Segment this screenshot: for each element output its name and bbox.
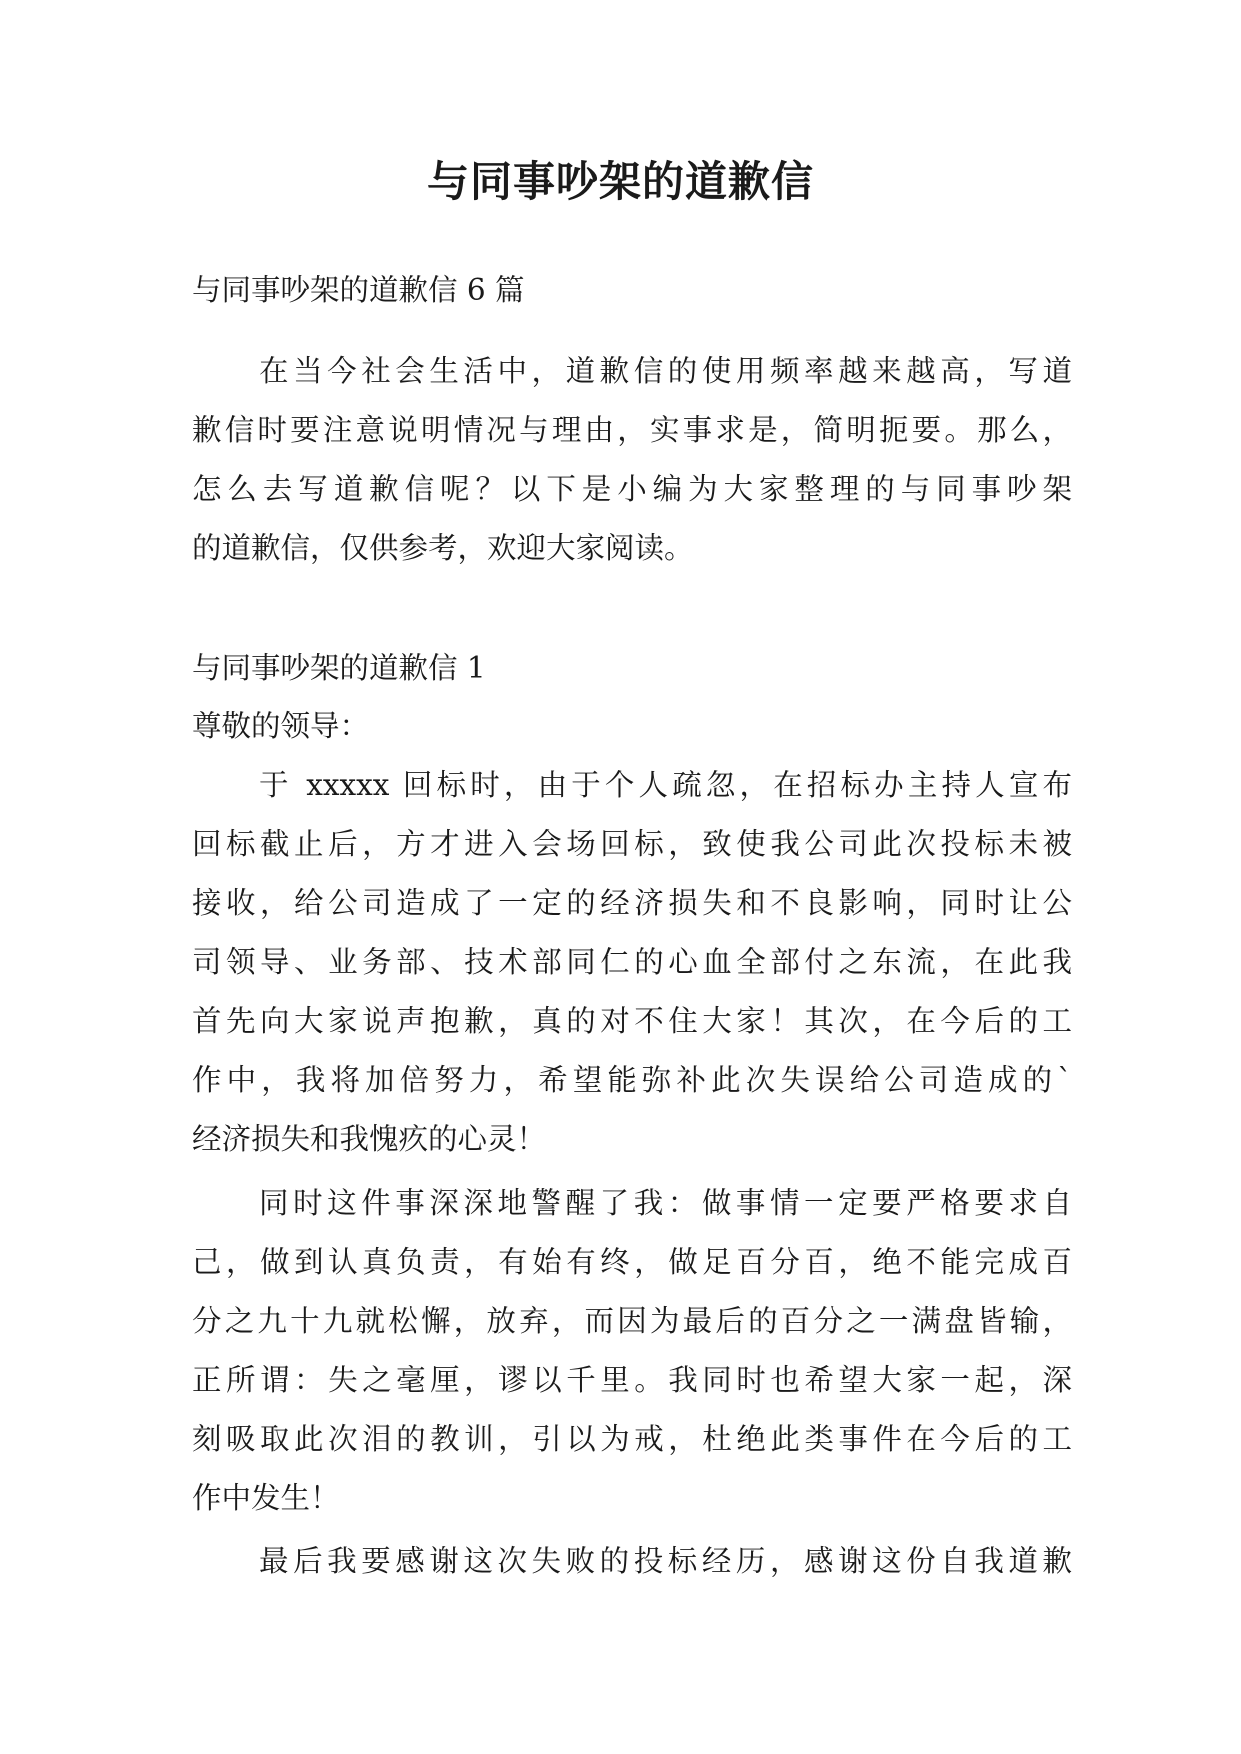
body-line: 最后我要感谢这次失败的投标经历，感谢这份自我道歉	[259, 1544, 1072, 1578]
body-line: 作中，我将加倍努力，希望能弥补此次失误给公司造成的`	[192, 1063, 1072, 1097]
body-line: 首先向大家说声抱歉，真的对不住大家！其次，在今后的工	[192, 1004, 1072, 1038]
document-title: 与同事吵架的道歉信	[426, 157, 814, 206]
body-line: 经济损失和我愧疚的心灵！	[192, 1122, 547, 1156]
body-line: 歉信时要注意说明情况与理由，实事求是，简明扼要。那么，	[192, 413, 1072, 447]
body-line: 于 xxxxx 回标时，由于个人疏忽，在招标办主持人宣布	[259, 768, 1072, 802]
body-line: 同时这件事深深地警醒了我：做事情一定要严格要求自	[259, 1186, 1072, 1220]
body-line: 正所谓：失之毫厘，谬以千里。我同时也希望大家一起，深	[192, 1363, 1072, 1397]
body-line: 司领导、业务部、技术部同仁的心血全部付之东流，在此我	[192, 945, 1072, 979]
body-line: 接收，给公司造成了一定的经济损失和不良影响，同时让公	[192, 886, 1072, 920]
body-line: 分之九十九就松懈，放弃，而因为最后的百分之一满盘皆输，	[192, 1304, 1072, 1338]
body-line: 回标截止后，方才进入会场回标，致使我公司此次投标未被	[192, 827, 1072, 861]
body-line: 刻吸取此次泪的教训，引以为戒，杜绝此类事件在今后的工	[192, 1422, 1072, 1456]
subtitle-line: 与同事吵架的道歉信 6 篇	[192, 273, 525, 307]
body-line: 在当今社会生活中，道歉信的使用频率越来越高，写道	[259, 354, 1072, 388]
section-heading: 与同事吵架的道歉信 1	[192, 651, 486, 685]
body-line: 怎么去写道歉信呢？以下是小编为大家整理的与同事吵架	[192, 472, 1072, 506]
body-line: 的道歉信，仅供参考，欢迎大家阅读。	[192, 531, 694, 565]
body-line: 作中发生！	[192, 1481, 340, 1515]
salutation: 尊敬的领导：	[192, 709, 370, 743]
body-line: 己，做到认真负责，有始有终，做足百分百，绝不能完成百	[192, 1245, 1072, 1279]
